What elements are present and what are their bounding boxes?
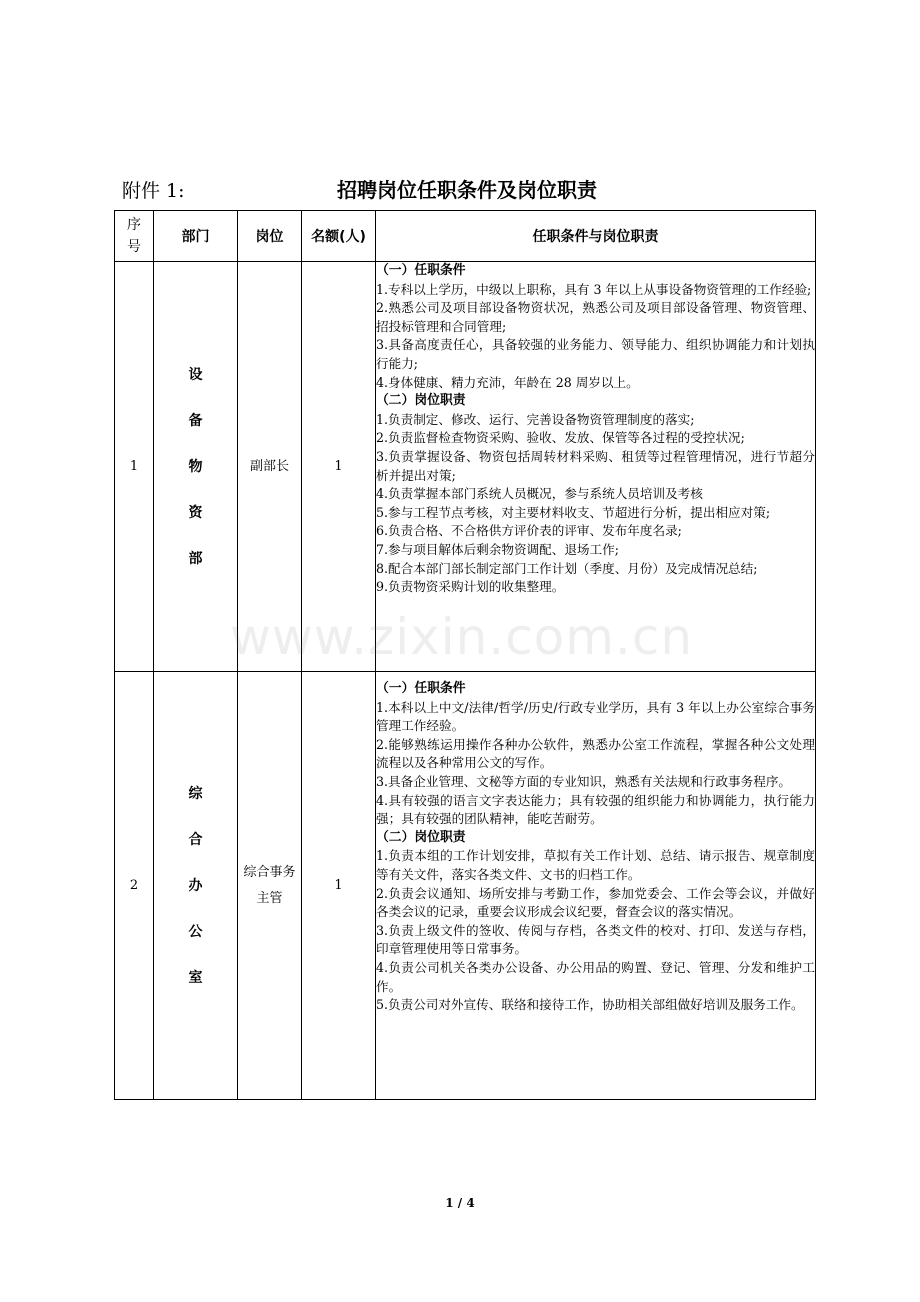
list-item: 1.专科以上学历，中级以上职称，具有 3 年以上从事设备物资管理的工作经验; [376, 281, 812, 297]
list-item: 4.负责公司机关各类办公设备、办公用品的购置、登记、管理、分发和维护工作。 [376, 959, 815, 994]
list-item: 2.熟悉公司及项目部设备物资状况，熟悉公司及项目部设备管理、物资管理、招投标管理和合同管理; [376, 300, 815, 334]
duties-heading: （二）岗位职责 [376, 829, 466, 845]
row-position: 综合事务主管 [238, 672, 302, 1100]
document-title: 招聘岗位任职条件及岗位职责 [337, 178, 597, 202]
table-header-row [115, 211, 816, 262]
row-seq: 1 [115, 262, 154, 672]
attachment-label: 附件 1: [122, 180, 185, 202]
header-dept: 部门 [154, 211, 238, 262]
row-quota: 1 [302, 262, 376, 672]
row-dept: 设 备 物 资 部 [154, 262, 238, 672]
list-item: 5.负责公司对外宣传、联络和接待工作，协助相关部组做好培训及服务工作。 [376, 997, 804, 1013]
header-duties: 任职条件与岗位职责 [376, 211, 816, 262]
list-item: 3.具备企业管理、文秘等方面的专业知识，熟悉有关法规和行政事务程序。 [376, 773, 792, 789]
list-item: 1.本科以上中文/法律/哲学/历史/行政专业学历，具有 3 年以上办公室综合事务管理工作经验。 [376, 699, 815, 734]
header-position: 岗位 [238, 211, 302, 262]
row-dept: 综 合 办 公 室 [154, 672, 238, 1100]
list-item: 2.能够熟练运用操作各种办公软件，熟悉办公室工作流程，掌握各种公文处理流程以及各种常用公文的写作。 [376, 736, 815, 771]
row-quota: 1 [302, 672, 376, 1100]
row-seq: 2 [115, 672, 154, 1100]
list-item: 4.负责掌握本部门系统人员概况，参与系统人员培训及考核 [376, 486, 703, 502]
qualifications-heading: （一）任职条件 [376, 263, 466, 278]
list-item: 6.负责合格、不合格供方评价表的评审、发布年度名录; [376, 523, 682, 539]
recruitment-table [114, 210, 816, 1100]
list-item: 2.负责监督检查物资采购、验收、发放、保管等各过程的受控状况; [376, 430, 745, 446]
list-item: 3.负责上级文件的签收、传阅与存档，各类文件的校对、打印、发送与存档，印章管理使用等日常事务。 [376, 922, 815, 957]
list-item: 1.负责本组的工作计划安排，草拟有关工作计划、总结、请示报告、规章制度等有关文件，落实各类文件、文书的归档工作。 [376, 848, 815, 882]
table-row [115, 672, 816, 1100]
row-position: 副部长 [238, 262, 302, 672]
row-duties [376, 262, 816, 672]
list-item: 1.负责制定、修改、运行、完善设备物资管理制度的落实; [376, 411, 695, 427]
row-duties [376, 672, 816, 1100]
list-item: 3.负责掌握设备、物资包括周转材料采购、租赁等过程管理情况，进行节超分析并提出对策; [376, 448, 815, 483]
watermark: www.zixin.com.cn [230, 608, 694, 666]
list-item: 5.参与工程节点考核，对主要材料收支、节超进行分析，提出相应对策; [376, 504, 771, 520]
page-number: 1 / 4 [445, 1196, 475, 1210]
header-quota: 名额(人) [302, 211, 376, 262]
list-item: 4.身体健康、精力充沛，年龄在 28 周岁以上。 [376, 374, 639, 390]
table-row [115, 262, 816, 672]
list-item: 9.负责物资采购计划的收集整理。 [376, 579, 565, 595]
header-seq: 序 号 [115, 211, 154, 262]
list-item: 8.配合本部门部长制定部门工作计划（季度、月份）及完成情况总结; [376, 560, 758, 576]
list-item: 2.负责会议通知、场所安排与考勤工作，参加党委会、工作会等会议，并做好各类会议的记录，重要会议形成会议纪要，督查会议的落实情况。 [376, 885, 815, 920]
list-item: 7.参与项目解体后剩余物资调配、退场工作; [376, 541, 619, 557]
duties-heading: （二）岗位职责 [376, 393, 466, 409]
qualifications-heading: （一）任职条件 [376, 681, 466, 696]
list-item: 3.具备高度责任心，具备较强的业务能力、领导能力、组织协调能力和计划执行能力; [376, 337, 815, 371]
list-item: 4.具有较强的语言文字表达能力；具有较强的组织能力和协调能力，执行能力强；具有较强的团队精神，能吃苦耐劳。 [376, 792, 815, 827]
